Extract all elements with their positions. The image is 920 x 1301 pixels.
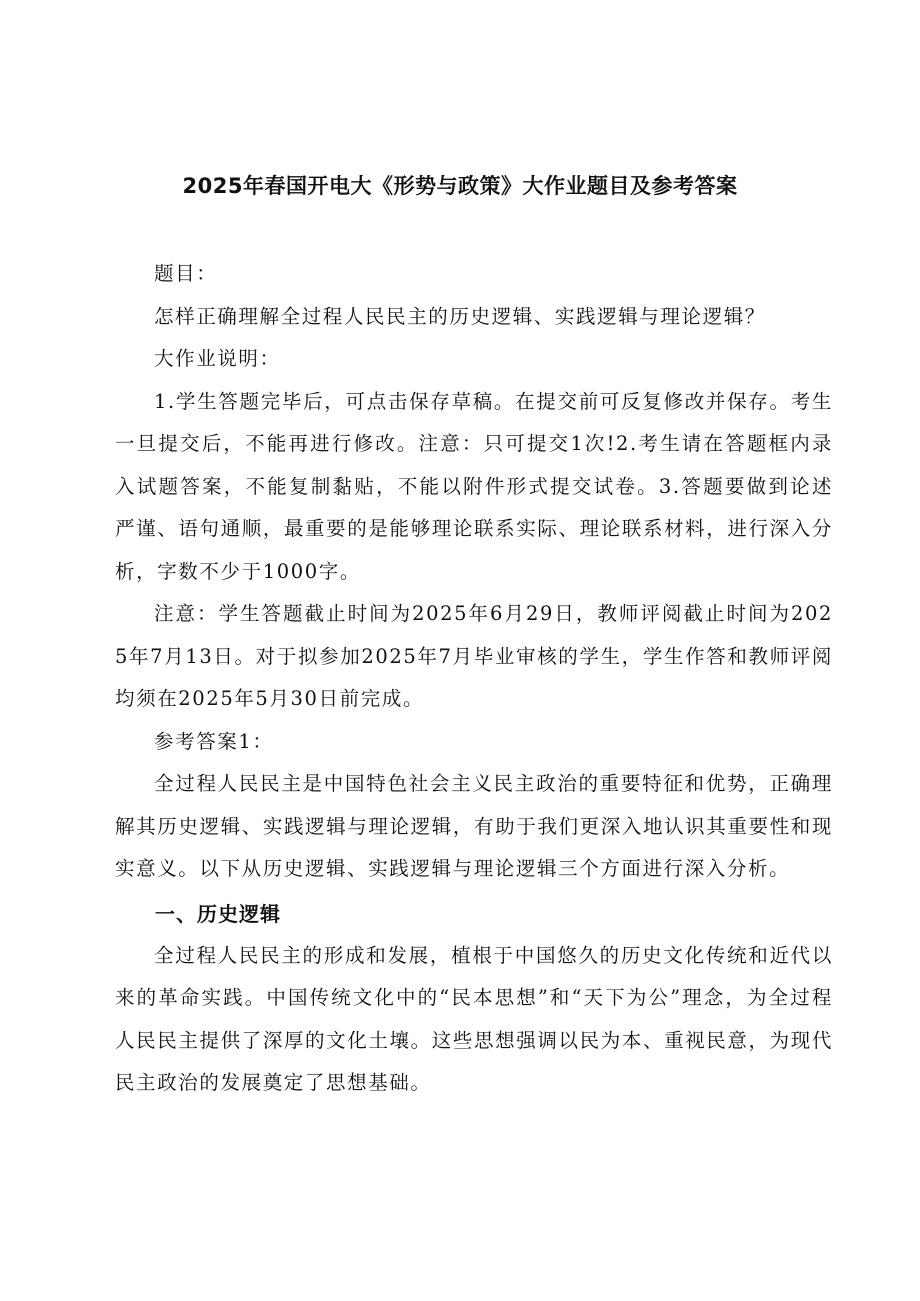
answer-intro: 全过程人民民主是中国特色社会主义民主政治的重要特征和优势，正确理解其历史逻辑、实践逻辑与理论逻辑，有助于我们更深入地认识其重要性和现实意义。以下从历史逻辑、实践逻辑与理论逻辑三个方面进行深入分析。 [115,772,833,880]
question-text: 怎样正确理解全过程人民民主的历史逻辑、实践逻辑与理论逻辑？ [154,304,766,328]
answer-label: 参考答案1： [154,729,274,753]
section-heading-history: 一、历史逻辑 [155,901,281,926]
question-label: 题目： [154,262,218,285]
instructions-label: 大作业说明： [154,347,281,370]
document-body [115,253,833,1105]
deadline-notice: 注意：学生答题截止时间为2025年6月29日，教师评阅截止时间为2025年7月13日。对于拟参加2025年7月毕业审核的学生，学生作答和教师评阅均须在2025年5月30日前完成。 [115,602,833,710]
document-title: 2025年春国开电大《形势与政策》大作业题目及参考答案 [182,174,738,198]
section-paragraph-history: 全过程人民民主的形成和发展，植根于中国悠久的历史文化传统和近代以来的革命实践。中国传统文化中的“民本思想”和“天下为公”理念，为全过程人民民主提供了深厚的文化土壤。这些思想强调以民为本、重视民意，为现代民主政治的发展奠定了思想基础。 [115,943,833,1094]
instructions-text: 1.学生答题完毕后，可点击保存草稿。在提交前可反复修改并保存。考生一旦提交后，不能再进行修改。注意：只可提交1次!2.考生请在答题框内录入试题答案，不能复制黏贴，不能以附件形式提交试卷。3.答题要做到论述严谨、语句通顺，最重要的是能够理论联系实际、理论联系材料，进行深入分析，字数不少于1000字。 [115,389,833,583]
